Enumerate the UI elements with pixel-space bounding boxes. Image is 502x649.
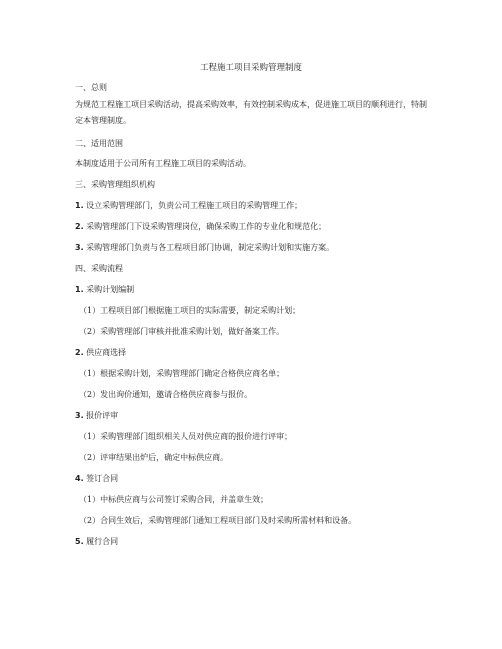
process-step-label: 供应商选择 xyxy=(86,348,127,357)
process-step-label: 采购计划编制 xyxy=(86,285,135,294)
org-item-text: 采购管理部门下设采购管理岗位，确保采购工作的专业化和规范化； xyxy=(86,222,327,231)
process-step-title xyxy=(75,285,134,295)
section-heading-scope: 二、适用范围 xyxy=(75,139,123,148)
process-step-title xyxy=(75,411,118,421)
process-sub-item: （2）发出询价通知，邀请合格供应商参与报价。 xyxy=(79,390,253,399)
process-sub-item: （1）根据采购计划，采购管理部门确定合格供应商名单； xyxy=(79,369,285,378)
process-step-number: 2. xyxy=(75,348,84,357)
process-step-number: 1. xyxy=(75,285,84,294)
process-step-number: 3. xyxy=(75,411,84,420)
process-step-label: 签订合同 xyxy=(86,474,119,483)
process-sub-item: （1）工程项目部门根据施工项目的实际需要，制定采购计划； xyxy=(79,306,301,315)
org-item xyxy=(75,243,334,253)
process-sub-item: （2）采购管理部门审核并批准采购计划，做好备案工作。 xyxy=(79,327,285,336)
process-step-label: 报价评审 xyxy=(86,411,119,420)
org-item xyxy=(75,201,302,211)
process-step-number: 4. xyxy=(75,474,84,483)
process-step-title xyxy=(75,474,118,484)
org-item-number: 3. xyxy=(75,243,84,252)
section-heading-process: 四、采购流程 xyxy=(75,264,123,273)
process-step-title xyxy=(75,537,118,547)
scope-paragraph: 本制度适用于公司所有工程施工项目的采购活动。 xyxy=(75,159,251,168)
org-item-text: 采购管理部门负责与各工程项目部门协调，制定采购计划和实施方案。 xyxy=(86,243,335,252)
section-heading-organization: 三、采购管理组织机构 xyxy=(75,180,155,189)
org-item-number: 1. xyxy=(75,201,84,210)
general-paragraph: 为规范工程施工项目采购活动，提高采购效率，有效控制采购成本，促进施工项目的顺利进行，特制定本管理制度。 xyxy=(75,100,427,125)
process-step-label: 履行合同 xyxy=(86,537,119,546)
org-item xyxy=(75,222,326,232)
process-step-title xyxy=(75,348,126,358)
document-title: 工程施工项目采购管理制度 xyxy=(199,63,302,73)
process-step-number: 5. xyxy=(75,537,84,546)
process-sub-item: （1）中标供应商与公司签订采购合同，并盖章生效； xyxy=(79,495,269,504)
section-heading-general: 一、总则 xyxy=(75,83,107,92)
process-sub-item: （2）合同生效后，采购管理部门通知工程项目部门及时采购所需材料和设备。 xyxy=(79,516,357,525)
process-sub-item: （1）采购管理部门组织相关人员对供应商的报价进行评审； xyxy=(79,432,293,441)
org-item-number: 2. xyxy=(75,222,84,231)
org-item-text: 设立采购管理部门，负责公司工程施工项目的采购管理工作； xyxy=(86,201,303,210)
process-sub-item: （2）评审结果出炉后，确定中标供应商。 xyxy=(79,453,229,462)
